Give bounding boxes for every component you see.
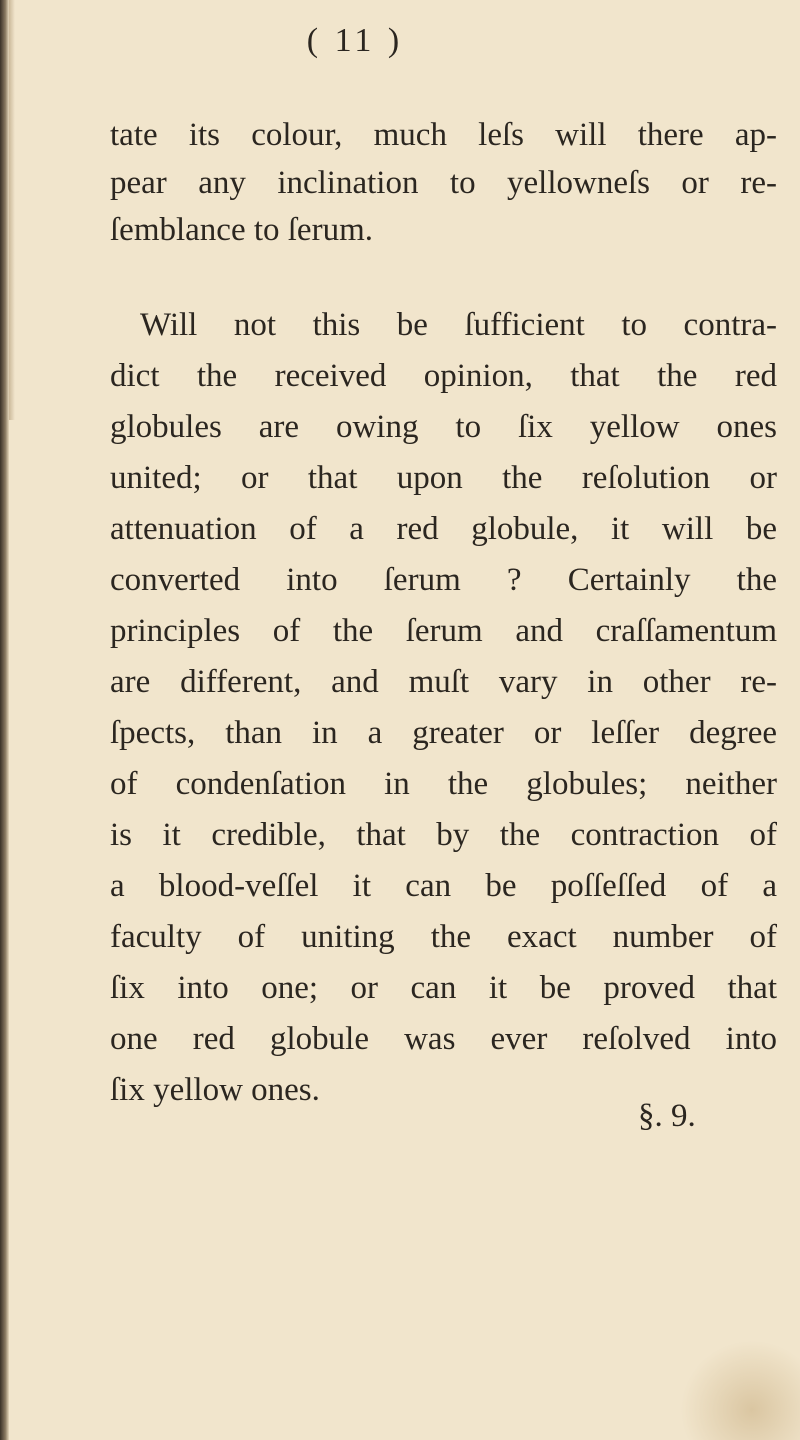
paragraph-1 [110,112,777,255]
text-line: Will not this be ſufficient to contra- [140,306,777,343]
text-line: ſemblance to ſerum. [110,212,373,248]
text-line: pear any inclination to yellowneſs or re- [110,164,777,201]
page-shadow [9,0,15,420]
text-line: globules are owing to ſix yellow ones [110,408,777,445]
paper-stain [680,1340,800,1440]
text-line: united; or that upon the reſolution or [110,459,777,496]
page-number-header: ( 11 ) [306,22,404,59]
text-line: ſix yellow ones. [110,1071,320,1108]
text-line: attenuation of a red globule, it will be [110,510,777,547]
section-marker: §. 9. [638,1098,696,1134]
text-line: of condenſation in the globules; neither [110,765,777,802]
text-line: tate its colour, much leſs will there ap- [110,117,777,153]
text-line: ſpects, than in a greater or leſſer degree [110,714,777,751]
page-body [110,112,777,1116]
paragraph-2 [110,300,777,1116]
text-line: is it credible, that by the contraction of [110,816,777,853]
text-line: converted into ſerum ? Certainly the [110,561,777,598]
text-line: a blood-veſſel it can be poſſeſſed of a [110,867,777,904]
text-line: are different, and muſt vary in other re- [110,663,777,700]
text-line: ſix into one; or can it be proved that [110,969,777,1006]
text-line: faculty of uniting the exact number of [110,918,777,955]
text-line: dict the received opinion, that the red [110,357,777,394]
book-binding-edge [0,0,9,1440]
text-line: principles of the ſerum and craſſamentum [110,612,777,649]
text-line: one red globule was ever reſolved into [110,1020,777,1057]
